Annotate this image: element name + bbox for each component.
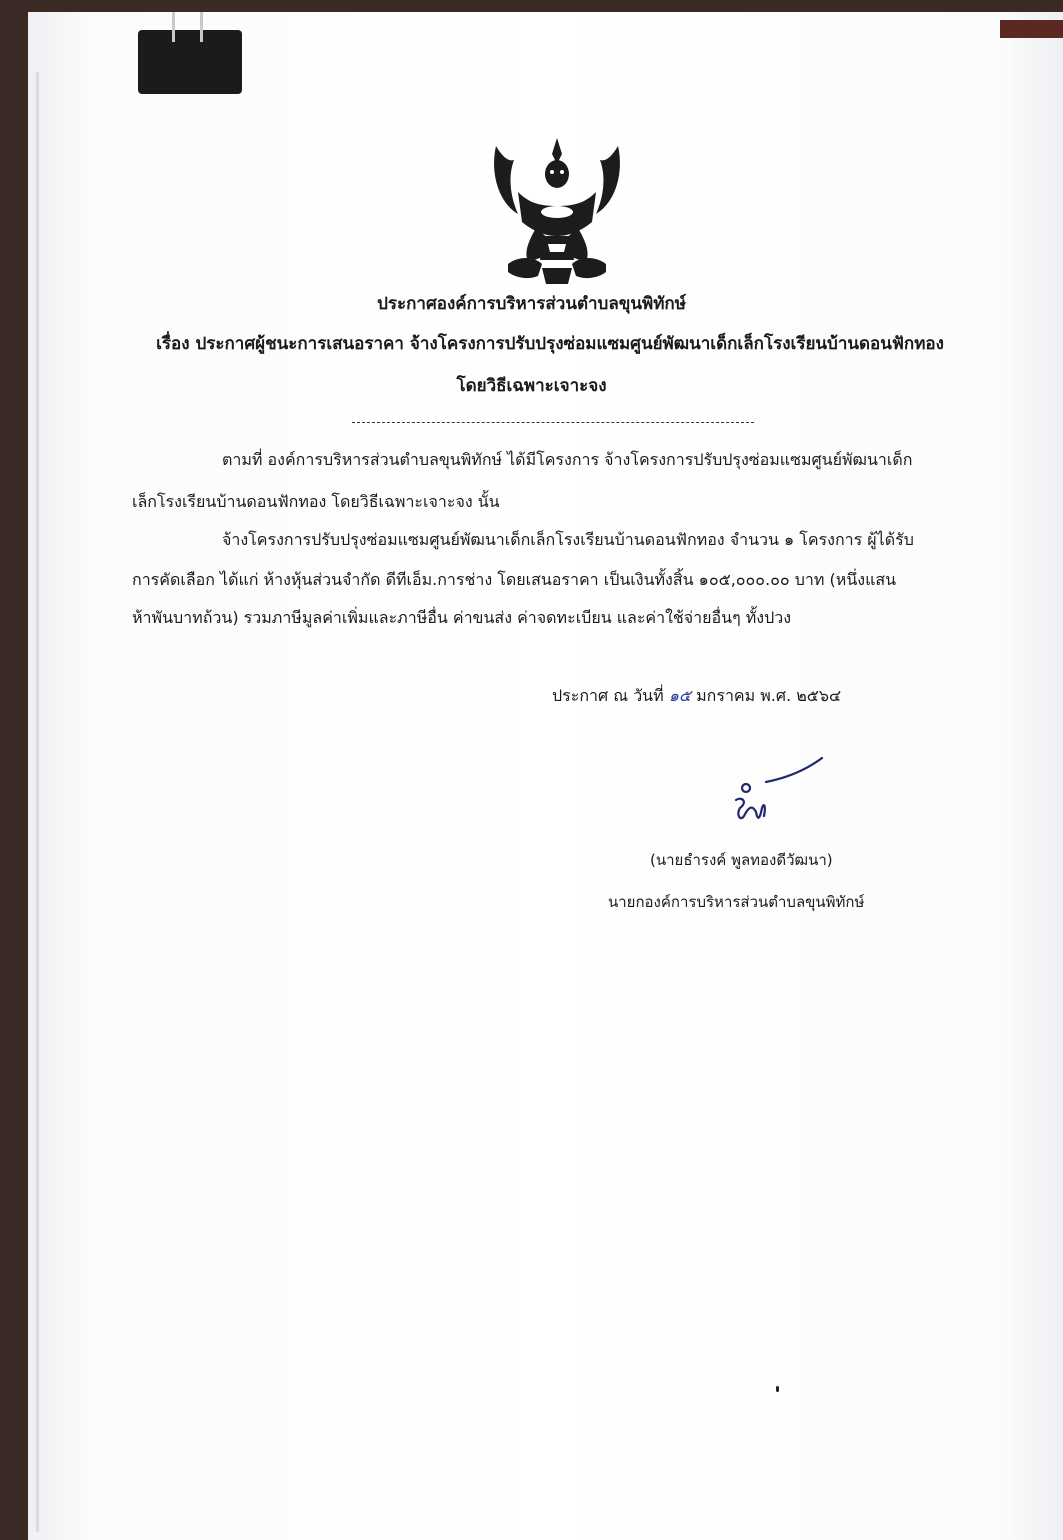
divider (352, 422, 754, 423)
paragraph-2-line-3: ห้าพันบาทถ้วน) รวมภาษีมูลค่าเพิ่มและภาษีอื่น ค่าขนส่ง ค่าจดทะเบียน และค่าใช้จ่ายอื่นๆ ทั้งปวง (132, 608, 792, 627)
announcement-subject: เรื่อง ประกาศผู้ชนะการเสนอราคา จ้างโครงการปรับปรุงซ่อมแซมศูนย์พัฒนาเด็กเล็กโรงเรียนบ้านดอนฟักทอง (156, 334, 944, 354)
paragraph-2-line-2: การคัดเลือก ได้แก่ ห้างหุ้นส่วนจำกัด ดีทีเอ็ม.การช่าง โดยเสนอราคา เป็นเงินทั้งสิ้น ๑๐๕,๐๐๐.๐๐ บาท (หนึ่งแสน (132, 570, 897, 589)
paragraph-1-line-1: ตามที่ องค์การบริหารส่วนตำบลขุนพิทักษ์ ได้มีโครงการ จ้างโครงการปรับปรุงซ่อมแซมศูนย์พัฒนาเด็ก (222, 450, 913, 469)
paragraph-2-line-1: จ้างโครงการปรับปรุงซ่อมแซมศูนย์พัฒนาเด็กเล็กโรงเรียนบ้านดอนฟักทอง จำนวน ๑ โครงการ ผู้ได้รับ (222, 530, 914, 549)
announcement-date (552, 684, 841, 709)
handwritten-signature (726, 752, 836, 836)
paper-speck (776, 1386, 779, 1392)
procurement-method: โดยวิธีเฉพาะเจาะจง (456, 376, 607, 396)
date-month-year: มกราคม พ.ศ. ๒๕๖๔ (696, 686, 842, 705)
date-prefix: ประกาศ ณ วันที่ (552, 686, 664, 705)
clip-wire (200, 12, 203, 42)
clip-wire (172, 12, 175, 42)
signer-name: (นายธำรงค์ พูลทองดีวัฒนา) (650, 851, 833, 869)
paragraph-1-line-2: เล็กโรงเรียนบ้านดอนฟักทอง โดยวิธีเฉพาะเจาะจง นั้น (132, 492, 500, 511)
background-edge (1000, 20, 1063, 38)
announcement-title: ประกาศองค์การบริหารส่วนตำบลขุนพิทักษ์ (377, 294, 686, 314)
signer-position: นายกองค์การบริหารส่วนตำบลขุนพิทักษ์ (608, 893, 865, 911)
garuda-emblem-icon (488, 132, 626, 290)
binder-clip (138, 30, 242, 94)
date-day: ๑๕ (668, 686, 692, 705)
